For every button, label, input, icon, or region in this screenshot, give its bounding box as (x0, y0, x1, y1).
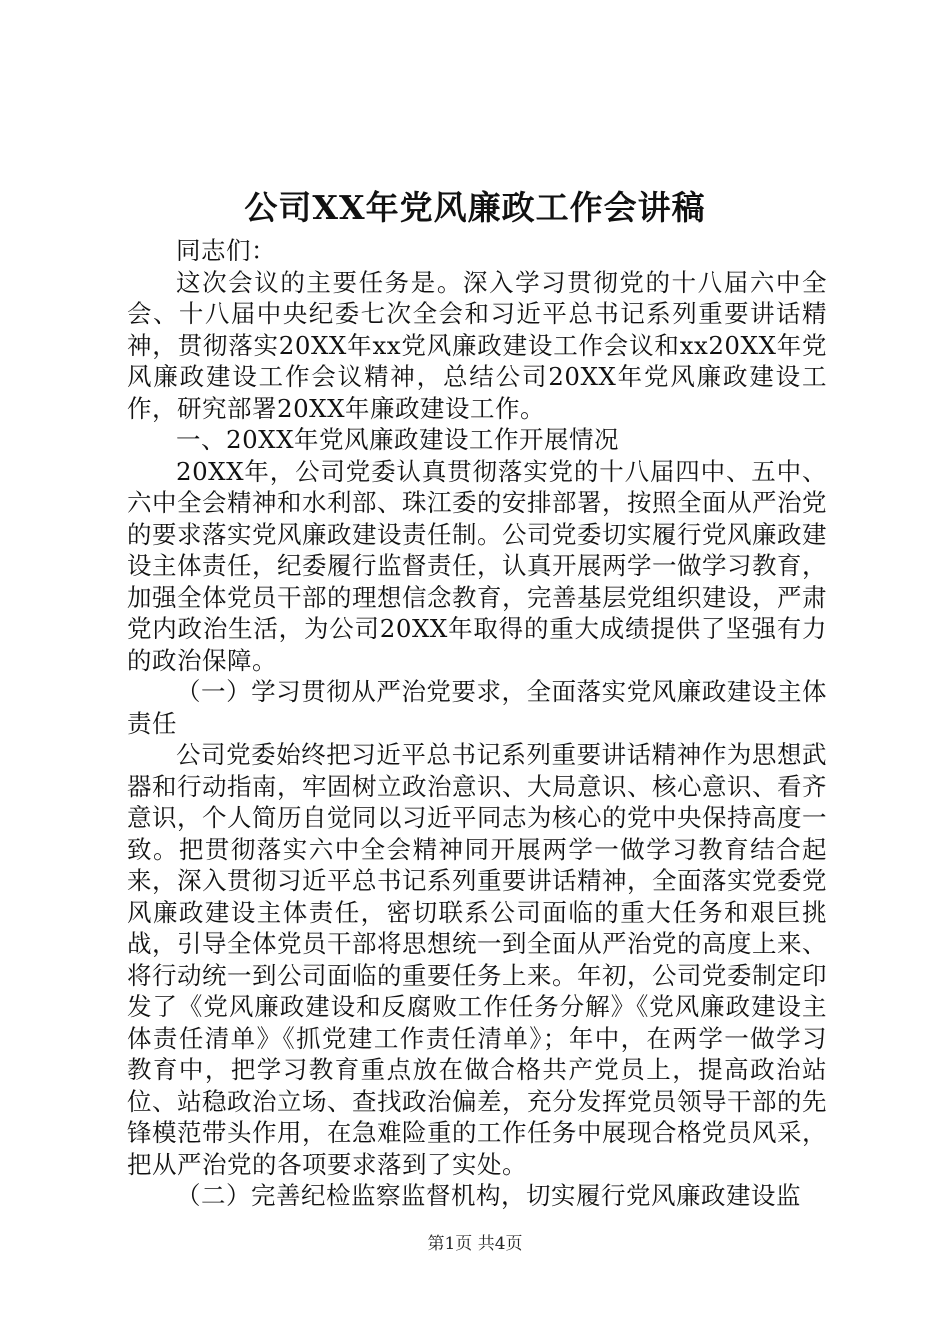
page-indicator: 第1页 共4页 (427, 1234, 523, 1254)
paragraph-intro: 这次会议的主要任务是。深入学习贯彻党的十八届六中全会、十八届中央纪委七次全会和习近平总书记系列重要讲话精神，贯彻落实20XX年xx党风廉政建设工作会议和xx20XX年党风廉政建设工作会议精神，总结公司20XX年党风廉政建设工作，研究部署20XX年廉政建设工作。 (127, 267, 827, 423)
salutation: 同志们： (176, 236, 276, 265)
page-footer (0, 1233, 950, 1255)
paragraph-overview: 20XX年，公司党委认真贯彻落实党的十八届四中、五中、六中全会精神和水利部、珠江委的安排部署，按照全面从严治党的要求落实党风廉政建设责任制。公司党委切实履行党风廉政建设主体责任，纪委履行监督责任，认真开展两学一做学习教育，加强全体党员干部的理想信念教育，完善基层党组织建设，严肃党内政治生活，为公司20XX年取得的重大成绩提供了坚强有力的政治保障。 (127, 456, 827, 675)
subsection-heading-1: （一）学习贯彻从严治党要求，全面落实党风廉政建设主体责任 (127, 677, 827, 738)
document-title: 公司XX年党风廉政工作会讲稿 (244, 188, 706, 227)
subsection-heading-2: （二）完善纪检监察监督机构，切实履行党风廉政建设监 (176, 1181, 801, 1210)
section-heading-1: 一、20XX年党风廉政建设工作开展情况 (176, 425, 620, 454)
document-body (127, 235, 827, 1212)
paragraph-subsection-1: 公司党委始终把习近平总书记系列重要讲话精神作为思想武器和行动指南，牢固树立政治意识、大局意识、核心意识、看齐意识，个人简历自觉同以习近平同志为核心的党中央保持高度一致。把贯彻落实六中全会精神同开展两学一做学习教育结合起来，深入贯彻习近平总书记系列重要讲话精神，全面落实党委党风廉政建设主体责任，密切联系公司面临的重大任务和艰巨挑战，引导全体党员干部将思想统一到全面从严治党的高度上来、将行动统一到公司面临的重要任务上来。年初，公司党委制定印发了《党风廉政建设和反腐败工作任务分解》《党风廉政建设主体责任清单》《抓党建工作责任清单》；年中，在两学一做学习教育中，把学习教育重点放在做合格共产党员上，提高政治站位、站稳政治立场、查找政治偏差，充分发挥党员领导干部的先锋模范带头作用，在急难险重的工作任务中展现合格党员风采，把从严治党的各项要求落到了实处。 (127, 740, 827, 1179)
